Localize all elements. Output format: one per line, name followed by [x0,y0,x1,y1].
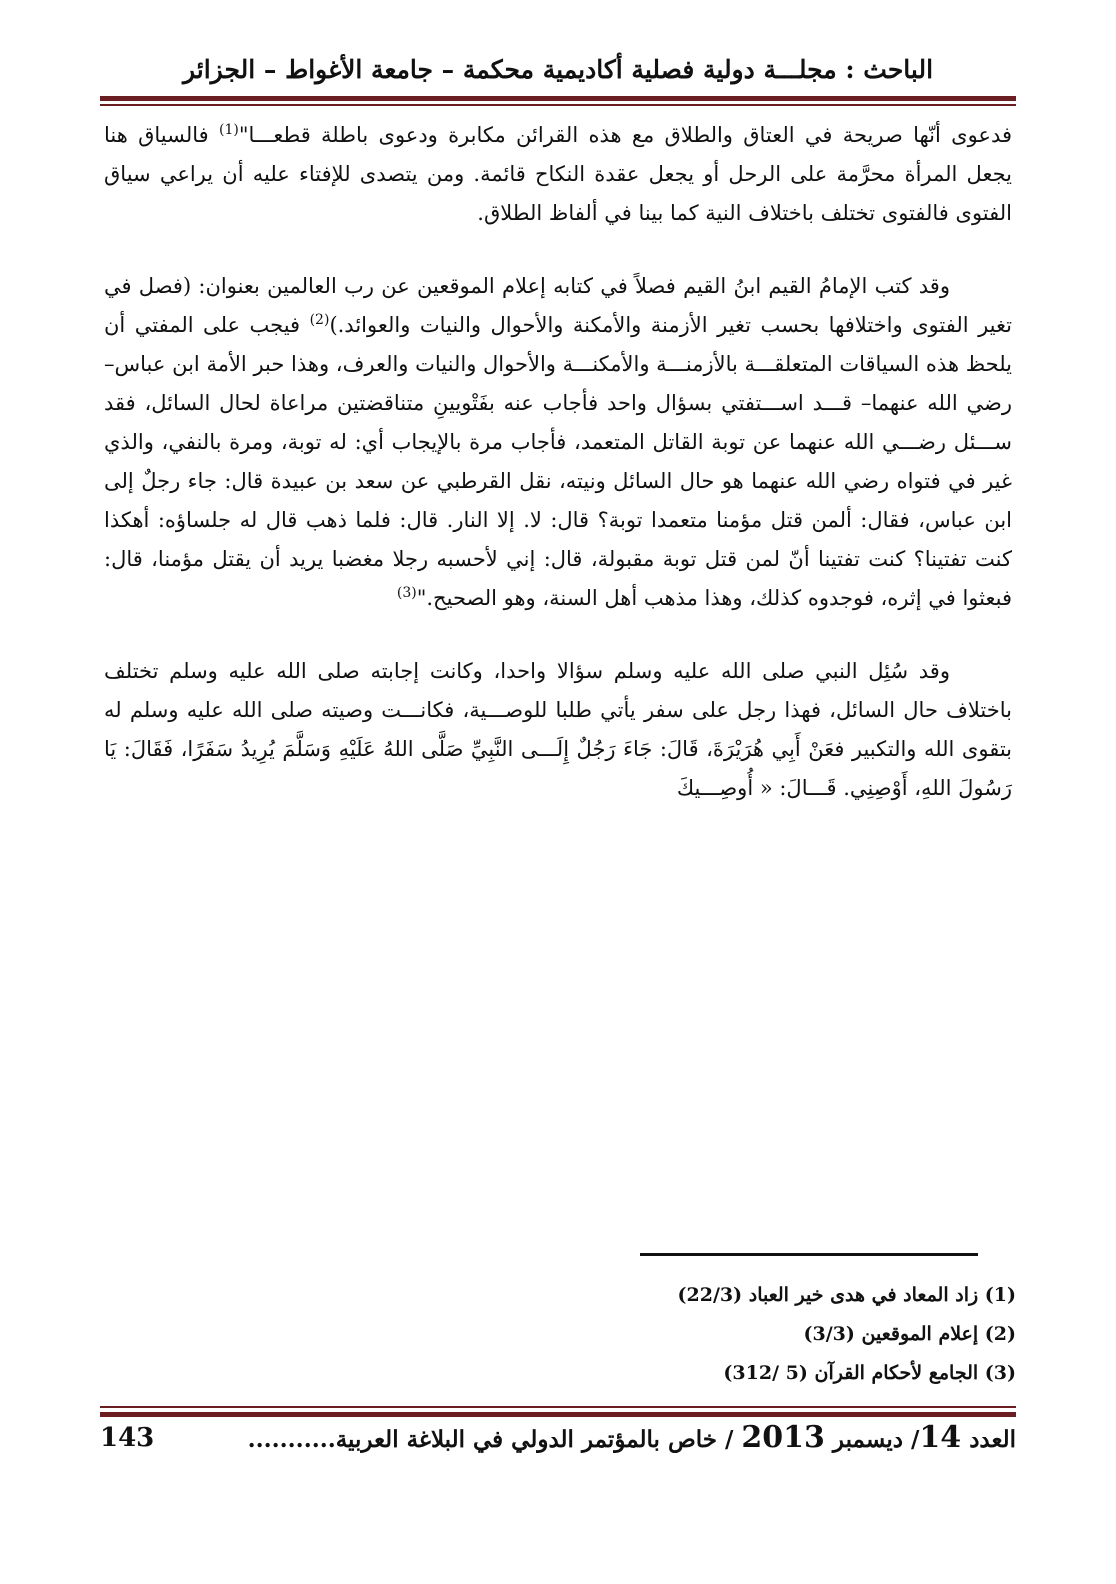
footer-issue-prefix: العدد [969,1426,1016,1453]
footer-issue-number: 14 [919,1420,962,1455]
paragraph-3-text: وقد سُئِل النبي صلى الله عليه وسلم سؤالا واحدا، وكانت إجابته صلى الله عليه وسلم تختلف باختلاف حال السائل، فهذا رجل على سفر يأتي طلبا للوصـــية، فكانـــت وصيته صلى الله عليه وسلم له بتقوى الله والتكبير فعَنْ أَبِي هُرَيْرَةَ، قَالَ: جَاءَ رَجُلٌ إِلَـــى النَّبِيِّ صَلَّى اللهُ عَلَيْهِ وَسَلَّمَ يُرِيدُ سَفَرًا، فَقَالَ: يَا رَسُولَ اللهِ، أَوْصِنِي. قَـــالَ: « أُوصِـــيكَ [104,659,1012,800]
paragraph-2-text-b: فيجب على المفتي أن يلحظ هذه السياقات المتعلقـــة بالأزمنـــة والأمكنـــة والأحوال والنيات والعرف، وهذا حبر الأمة ابن عباس–رضي الله عنهما– قـــد اســـتفتي بسؤال واحد فأجاب عنه بفَتْويينِ متناقضتين مراعاة لحال السائل، فقد ســـئل رضـــي الله عنهما عن توبة القاتل المتعمد، فأجاب مرة بالإيجاب أي: له توبة، ومرة بالنفي، والذي غير في فتواه رضي الله عنهما هو حال السائل ونيته، نقل القرطبي عن سعد بن عبيدة قال: جاء رجلٌ إلى ابن عباس، فقال: ألمن قتل مؤمنا متعمدا توبة؟ قال: لا. إلا النار. قال: فلما ذهب قال له جلساؤه: أهكذا كنت تفتينا؟ كنت تفتينا أنّ لمن قتل توبة مقبولة، قال: إني لأحسبه رجلا مغضبا يريد أن يقتل مؤمنا، قال: فبعثوا في إثره، فوجدوه كذلك، وهذا مذهب أهل السنة، وهو الصحيح." [104,313,1012,610]
paragraph-2-text-a: وقد كتب الإمامُ القيم ابنُ القيم فصلاً في كتابه إعلام الموقعين عن رب العالمين بعنوان: (فصل في تغير الفتوى واختلافها بحسب تغير الأزمنة والأمكنة والأحوال والنيات والعوائد.) [104,274,1012,337]
footnote-1: (1) زاد المعاد في هدى خير العباد (22/3) [677,1284,1016,1306]
footnote-ref-2: (2) [309,312,330,328]
footer-rule-thick [100,1412,1016,1417]
running-header: الباحث : مجلـــة دولية فصلية أكاديمية محكمة – جامعة الأغواط – الجزائر [182,55,934,84]
header-rule-thick [100,96,1016,101]
footnote-ref-3: (3) [396,585,417,601]
paragraph-1 [104,116,1012,233]
header-rule-thin [100,104,1016,106]
page-footer [100,1418,1016,1460]
footnote-separator [640,1253,978,1256]
footer-conference-note: / خاص بالمؤتمر الدولي في البلاغة العربية........... [247,1426,734,1453]
footer-year: 2013 [741,1420,825,1455]
footer-month: / ديسمبر [832,1426,920,1453]
paragraph-1-continuation: فالسياق هنا يجعل المرأة محرَّمة على الرحل أو يجعل عقدة النكاح قائمة. ومن يتصدى للإفتاء عليه أن يراعي سياق الفتوى فالفتوى تختلف باختلاف النية كما بينا في ألفاظ الطلاق. [104,123,1012,225]
footer-rule-thin [100,1406,1016,1408]
footnote-3: (3) الجامع لأحكام القرآن (5 /312) [723,1362,1016,1384]
footnote-2: (2) إعلام الموقعين (3/3) [803,1323,1016,1345]
paragraph-2 [104,267,1012,618]
article-body [104,116,1012,808]
paragraph-1-text: فدعوى أنّها صريحة في العتاق والطلاق مع هذه القرائن مكابرة ودعوى باطلة قطعـــا" [238,123,1013,147]
footnotes [104,1276,1016,1393]
paragraph-3 [104,652,1012,808]
footnote-ref-1: (1) [219,122,239,138]
page-number: 143 [100,1423,155,1453]
